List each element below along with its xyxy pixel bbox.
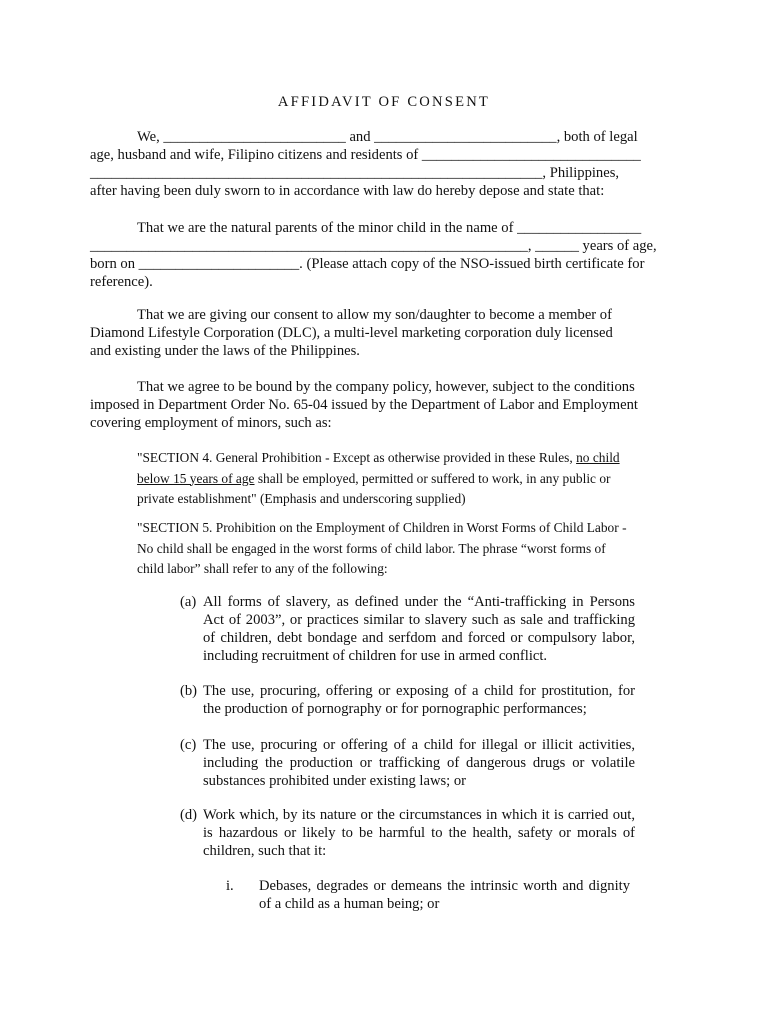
para3-line2: Diamond Lifestyle Corporation (DLC), a multi-level marketing corporation duly licensed <box>90 325 613 341</box>
list-item-a <box>180 593 635 665</box>
list-item-text: The use, procuring or offering of a child for illegal or illicit activities, including the production or trafficking of dangerous drugs or volatile substances prohibited under existing laws; or <box>203 737 635 789</box>
quote-section-4 <box>137 448 633 510</box>
list-item-label: (d) <box>180 807 198 823</box>
para2-line2: ____________________________________________________________, ______ years of age, <box>90 238 657 254</box>
para1-line1-text: We, _________________________ and _________________________, both of legal <box>137 129 638 145</box>
paragraph-consent <box>90 306 679 360</box>
list-item-c <box>180 736 635 790</box>
section4-text-post: shall be employed, permitted or suffered to work, in any public or private establishment" (Emphasis and underscoring supplied) <box>137 470 611 506</box>
para1-line3: ______________________________________________________________, Philippines, <box>90 165 620 181</box>
sub-item-text: Debases, degrades or demeans the intrinsic worth and dignity of a child as a human being; or <box>259 878 630 912</box>
list-item-text: Work which, by its nature or the circumstances in which it is carried out, is hazardous or likely to be harmful to the health, safety or morals of children, such that it: <box>203 807 635 859</box>
list-item-text: All forms of slavery, as defined under the “Anti-trafficking in Persons Act of 2003”, or practices similar to slavery such as sale and trafficking of children, debt bondage and serfdom and forced or compulsory labor, including recruitment of children for use in armed conflict. <box>203 594 635 664</box>
paragraph-parties <box>90 128 679 200</box>
list-item-b <box>180 682 635 718</box>
sub-item-i <box>226 877 630 913</box>
para3-line3: and existing under the laws of the Philippines. <box>90 343 360 359</box>
para4-line3: covering employment of minors, such as: <box>90 415 332 431</box>
document-title: AFFIDAVIT OF CONSENT <box>277 94 491 110</box>
section4-underlined-text: no child below 15 years of age <box>137 450 620 486</box>
quote-section-5: "SECTION 5. Prohibition on the Employment of Children in Worst Forms of Child Labor - No child shall be engaged in the worst forms of child labor. The phrase “worst forms of child labor” shall refer to any of the following: <box>137 520 627 576</box>
list-item-label: (c) <box>180 737 197 753</box>
paragraph-child <box>90 219 679 291</box>
para2-line1 <box>90 219 679 237</box>
list-item-d <box>180 806 635 860</box>
paragraph-policy <box>90 378 679 432</box>
para4-line2: imposed in Department Order No. 65-04 issued by the Department of Labor and Employment <box>90 397 638 413</box>
sub-item-label: i. <box>226 878 234 894</box>
para2-line4: reference). <box>90 274 153 290</box>
para4-line1-text: That we agree to be bound by the company policy, however, subject to the conditions <box>137 379 635 395</box>
para2-line3: born on ______________________. (Please attach copy of the NSO-issued birth certificate for <box>90 256 645 272</box>
list-item-label: (a) <box>180 594 197 610</box>
para1-line1 <box>90 128 679 146</box>
para4-line1 <box>90 378 679 396</box>
para2-line1-text: That we are the natural parents of the minor child in the name of _________________ <box>137 220 642 236</box>
para3-line1 <box>90 306 679 324</box>
section4-text-pre: "SECTION 4. General Prohibition - Except as otherwise provided in these Rules, <box>137 450 577 465</box>
list-item-text: The use, procuring, offering or exposing of a child for prostitution, for the production of pornography or for pornographic performances; <box>203 683 635 717</box>
list-item-label: (b) <box>180 683 198 699</box>
para1-line4: after having been duly sworn to in accordance with law do hereby depose and state that: <box>90 183 605 199</box>
para3-line1-text: That we are giving our consent to allow my son/daughter to become a member of <box>137 307 612 323</box>
para1-line2: age, husband and wife, Filipino citizens and residents of ______________________________ <box>90 147 641 163</box>
